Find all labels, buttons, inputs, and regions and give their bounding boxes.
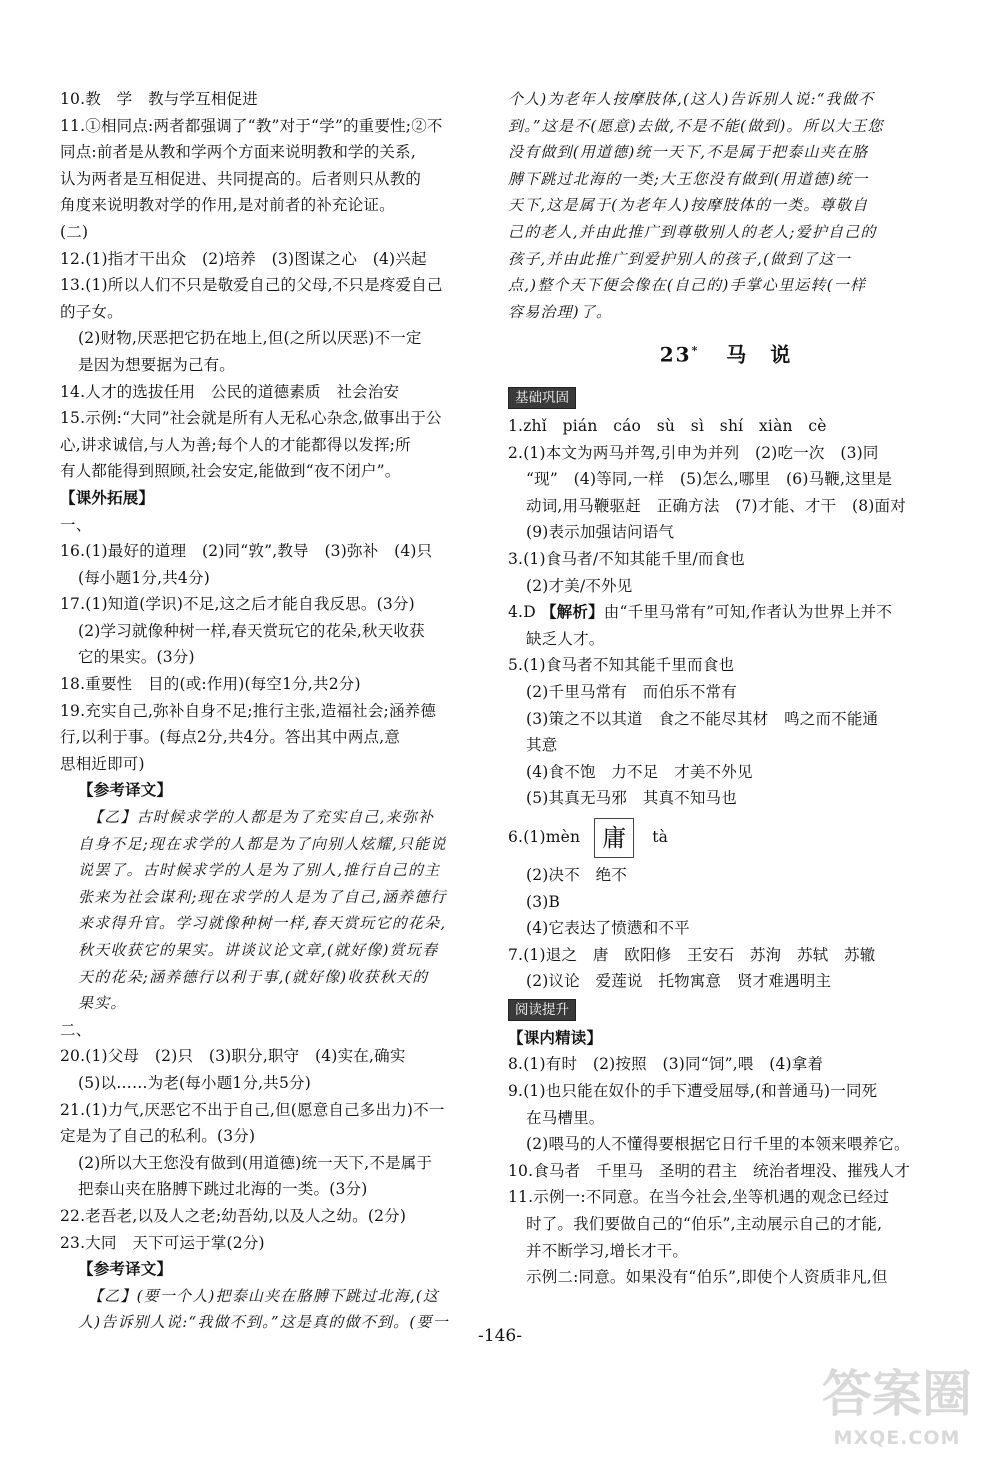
answer-line: (5)其真无马邪 其真不知马也: [526, 789, 737, 808]
answer-line: 认为两者是互相促进、共同提高的。后者则只从教的: [60, 169, 422, 188]
answer-line: (3)B: [526, 892, 561, 911]
answer-line: (3)策之不以其道 食之不能尽其材 鸣之而不能通: [526, 709, 879, 728]
left-column: [60, 86, 478, 1336]
answer-line-q6: [508, 812, 944, 862]
answer-line: 19.充实自己,弥补自身不足;推行主张,造福社会;涵养德: [60, 701, 437, 720]
translation-line: 个人)为老年人按摩肢体,(这人)告诉别人说:“我做不: [508, 90, 875, 108]
answer-line: 同点:前者是从教和学两个方面来说明教和学的关系,: [60, 143, 416, 162]
answer-line: (2)所以大王您没有做到(用道德)统一天下,不是属于: [78, 1153, 433, 1172]
section-heading: 【课内精读】: [508, 1027, 603, 1047]
translation-line: 天的花朵;涵养德行以利于事,(就好像)收获秋天的: [78, 967, 429, 986]
translation-line: 来求得升官。学习就像种树一样,春天赏玩它的花朵,: [78, 914, 447, 933]
answer-line: 10.食马者 千里马 圣明的君主 统治者埋没、摧残人才: [508, 1161, 911, 1180]
translation-line: 天下,这是属于(为老年人)按摩肢体的一类。尊敬自: [508, 196, 869, 215]
translation-line: 点,)整个天下便会像在(自己的)手掌心里运转(一样: [508, 276, 867, 295]
answer-line: 23.大同 天下可运于掌(2分): [60, 1233, 265, 1252]
answer-line: 13.(1)所以人们不只是敬爱自己的父母,不只是疼爱自己: [60, 276, 443, 295]
answer-line: 是因为想要据为己有。: [78, 355, 236, 374]
translation-line: 说罢了。古时候求学的人是为了别人,推行自己的主: [78, 861, 441, 880]
translation-line: 张来为社会谋利;现在求学的人是为了自己,涵养德行: [78, 887, 447, 906]
answer-line: (4)它表达了愤懑和不平: [526, 919, 690, 938]
watermark: [812, 1362, 982, 1462]
translation-line: 自身不足;现在求学的人都是为了向别人炫耀,只能说: [78, 834, 447, 853]
answer-line: 11.示例一:不同意。在当今社会,坐等机遇的观念已经过: [508, 1188, 890, 1207]
section-tag-reading-wrap: [508, 995, 944, 1025]
answer-line: 的子女。: [60, 302, 123, 321]
answer-line: “现” (4)等同,一样 (5)怎么,哪里 (6)马鞭,这里是: [526, 470, 893, 489]
answer-line: (9)表示加强诘问语气: [526, 523, 675, 542]
page-number: -146-: [478, 1326, 522, 1346]
answer-line: 9.(1)也只能在奴仆的手下遭受屈辱,(和普通马)一同死: [508, 1082, 878, 1101]
q4-prefix: 4.D: [508, 603, 536, 622]
answer-line: 17.(1)知道(学识)不足,这之后才能自我反思。(3分): [60, 595, 415, 614]
answer-line: 缺乏人才。: [526, 629, 605, 648]
answer-line: 10.教 学 教与学互相促进: [60, 90, 258, 108]
answer-line: (2)学习就像种树一样,春天赏玩它的花朵,秋天收获: [78, 621, 425, 640]
analysis-label: 【解析】: [540, 602, 604, 622]
part-heading: 一、: [60, 515, 92, 534]
answer-line: 思相近即可): [60, 754, 145, 773]
answer-line: 5.(1)食马者不知其能千里而食也: [508, 656, 735, 675]
answer-line: 定是为了自己的私利。(3分): [60, 1127, 256, 1146]
answer-line: 并不断学习,增长才干。: [526, 1241, 689, 1260]
q6-suffix: tà: [652, 827, 669, 846]
section-heading: 【课外拓展】: [60, 487, 155, 507]
section-tag-basic-wrap: [508, 383, 944, 413]
lesson-star: *: [691, 344, 700, 358]
answer-line: 1.zhǐ pián cáo sù sì shí xiàn cè: [508, 417, 827, 435]
translation-line: 到。”这是不(愿意)去做,不是不能(做到)。所以大王您: [508, 116, 884, 135]
answer-line: 20.(1)父母 (2)只 (3)职分,职守 (4)实在,确实: [60, 1047, 406, 1066]
answer-line: 心,讲求诚信,与人为善;每个人的才能都得以发挥;所: [60, 435, 411, 454]
lesson-number: 23: [659, 343, 692, 367]
answer-line: 12.(1)指才干出众 (2)培养 (3)图谋之心 (4)兴起: [60, 249, 427, 268]
translation-line: 果实。: [78, 994, 127, 1013]
translation-line: 秋天收获它的果实。讲谈议论文章,(就好像)赏玩春: [78, 941, 439, 959]
answer-line: (2)千里马常有 而伯乐不常有: [526, 682, 737, 701]
answer-line: 它的果实。(3分): [78, 648, 195, 667]
answer-line: 其意: [526, 736, 558, 755]
answer-line: (2)才美/不外见: [526, 576, 633, 595]
answer-line: 16.(1)最好的道理 (2)同“敦”,教导 (3)弥补 (4)只: [60, 542, 433, 561]
answer-line: (二): [60, 222, 89, 241]
answer-line-q4: [508, 599, 944, 626]
answer-line: 把泰山夹在胳膊下跳过北海的一类。(3分): [78, 1180, 368, 1199]
answer-line: 示例二:同意。如果没有“伯乐”,即使个人资质非凡,但: [526, 1268, 888, 1287]
answer-line: (5)以……为老(每小题1分,共5分): [78, 1073, 312, 1092]
section-tag-basic: 基础巩固: [508, 387, 576, 409]
q6-prefix: 6.(1)mèn: [508, 827, 581, 846]
translation-heading: 【参考译文】: [78, 1259, 173, 1279]
answer-line: 有人都能得到照顾,社会安定,能做到“夜不闭户”。: [60, 462, 401, 481]
q4-text: 由“千里马常有”可知,作者认为世界上并不: [603, 603, 893, 622]
answer-line: 2.(1)本文为两马并驾,引申为并列 (2)吃一次 (3)同: [508, 443, 879, 462]
answer-line: 角度来说明教对学的作用,是对前者的补充论证。: [60, 196, 395, 215]
lesson-title-text: 马 说: [726, 343, 793, 367]
answer-line: 11.①相同点:两者都强调了“教”对于“学”的重要性;②不: [60, 116, 443, 135]
answer-line: 14.人才的选拔任用 公民的道德素质 社会治安: [60, 382, 400, 401]
answer-line: (4)食不饱 力不足 才美不外见: [526, 762, 753, 781]
watermark-url: MXQE.COM: [833, 1427, 961, 1449]
translation-line: 人)告诉别人说:“我做不到。”这是真的做不到。(要一: [78, 1313, 449, 1332]
answer-line: (2)喂马的人不懂得要根据它日行千里的本领来喂养它。: [526, 1135, 910, 1154]
lesson-title: [508, 331, 944, 375]
answer-line: (每小题1分,共4分): [78, 568, 210, 587]
answer-line: 21.(1)力气,厌恶它不出于自己,但(愿意自己多出力)不一: [60, 1100, 445, 1119]
answer-line: 22.老吾老,以及人之老;幼吾幼,以及人之幼。(2分): [60, 1206, 407, 1225]
translation-line: 己的老人,并由此推广到尊敬别人的老人;爱护自己的: [508, 222, 877, 241]
answer-line: (2)财物,厌恶把它扔在地上,但(之所以厌恶)不一定: [78, 329, 422, 348]
watermark-logo-icon: 答案圈: [822, 1365, 972, 1423]
right-column: [508, 86, 944, 1291]
answer-line: (2)议论 爱莲说 托物寓意 贤才难遇明主: [526, 972, 832, 991]
answer-line: 7.(1)退之 唐 欧阳修 王安石 苏洵 苏轼 苏辙: [508, 945, 876, 964]
translation-line: 容易治理)了。: [508, 302, 613, 321]
answer-line: 3.(1)食马者/不知其能千里/而食也: [508, 549, 745, 568]
translation-line: 孩子,并由此推广到爱护别人的孩子,(做到了这一: [508, 249, 851, 268]
translation-line: 【乙】古时候求学的人都是为了充实自己,来弥补: [88, 808, 435, 827]
translation-line: 【乙】(要一个人)把泰山夹在胳膊下跳过北海,(这: [88, 1286, 440, 1305]
translation-line: 没有做到(用道德)统一天下,不是属于把泰山夹在胳: [508, 143, 869, 162]
translation-heading: 【参考译文】: [78, 780, 173, 800]
answer-line: 18.重要性 目的(或:作用)(每空1分,共2分): [60, 675, 361, 694]
answer-line: 动词,用马鞭驱赶 正确方法 (7)才能、才干 (8)面对: [526, 496, 906, 515]
answer-line: 行,以利于事。(每点2分,共4分。答出其中两点,意: [60, 728, 401, 747]
answer-line: 时了。我们要做自己的“伯乐”,主动展示自己的才能,: [526, 1215, 883, 1234]
section-tag-reading: 阅读提升: [508, 999, 576, 1021]
character-box: 庸: [594, 818, 634, 858]
answer-line: 8.(1)有时 (2)按照 (3)同“饲”,喂 (4)拿着: [508, 1055, 824, 1074]
answer-line: (2)决不 绝不: [526, 865, 628, 884]
part-heading: 二、: [60, 1020, 92, 1039]
answer-line: 15.示例:“大同”社会就是所有人无私心杂念,做事出于公: [60, 409, 442, 428]
answer-line: 在马槽里。: [526, 1108, 605, 1127]
translation-line: 膊下跳过北海的一类;大王您没有做到(用道德)统一: [508, 169, 869, 188]
